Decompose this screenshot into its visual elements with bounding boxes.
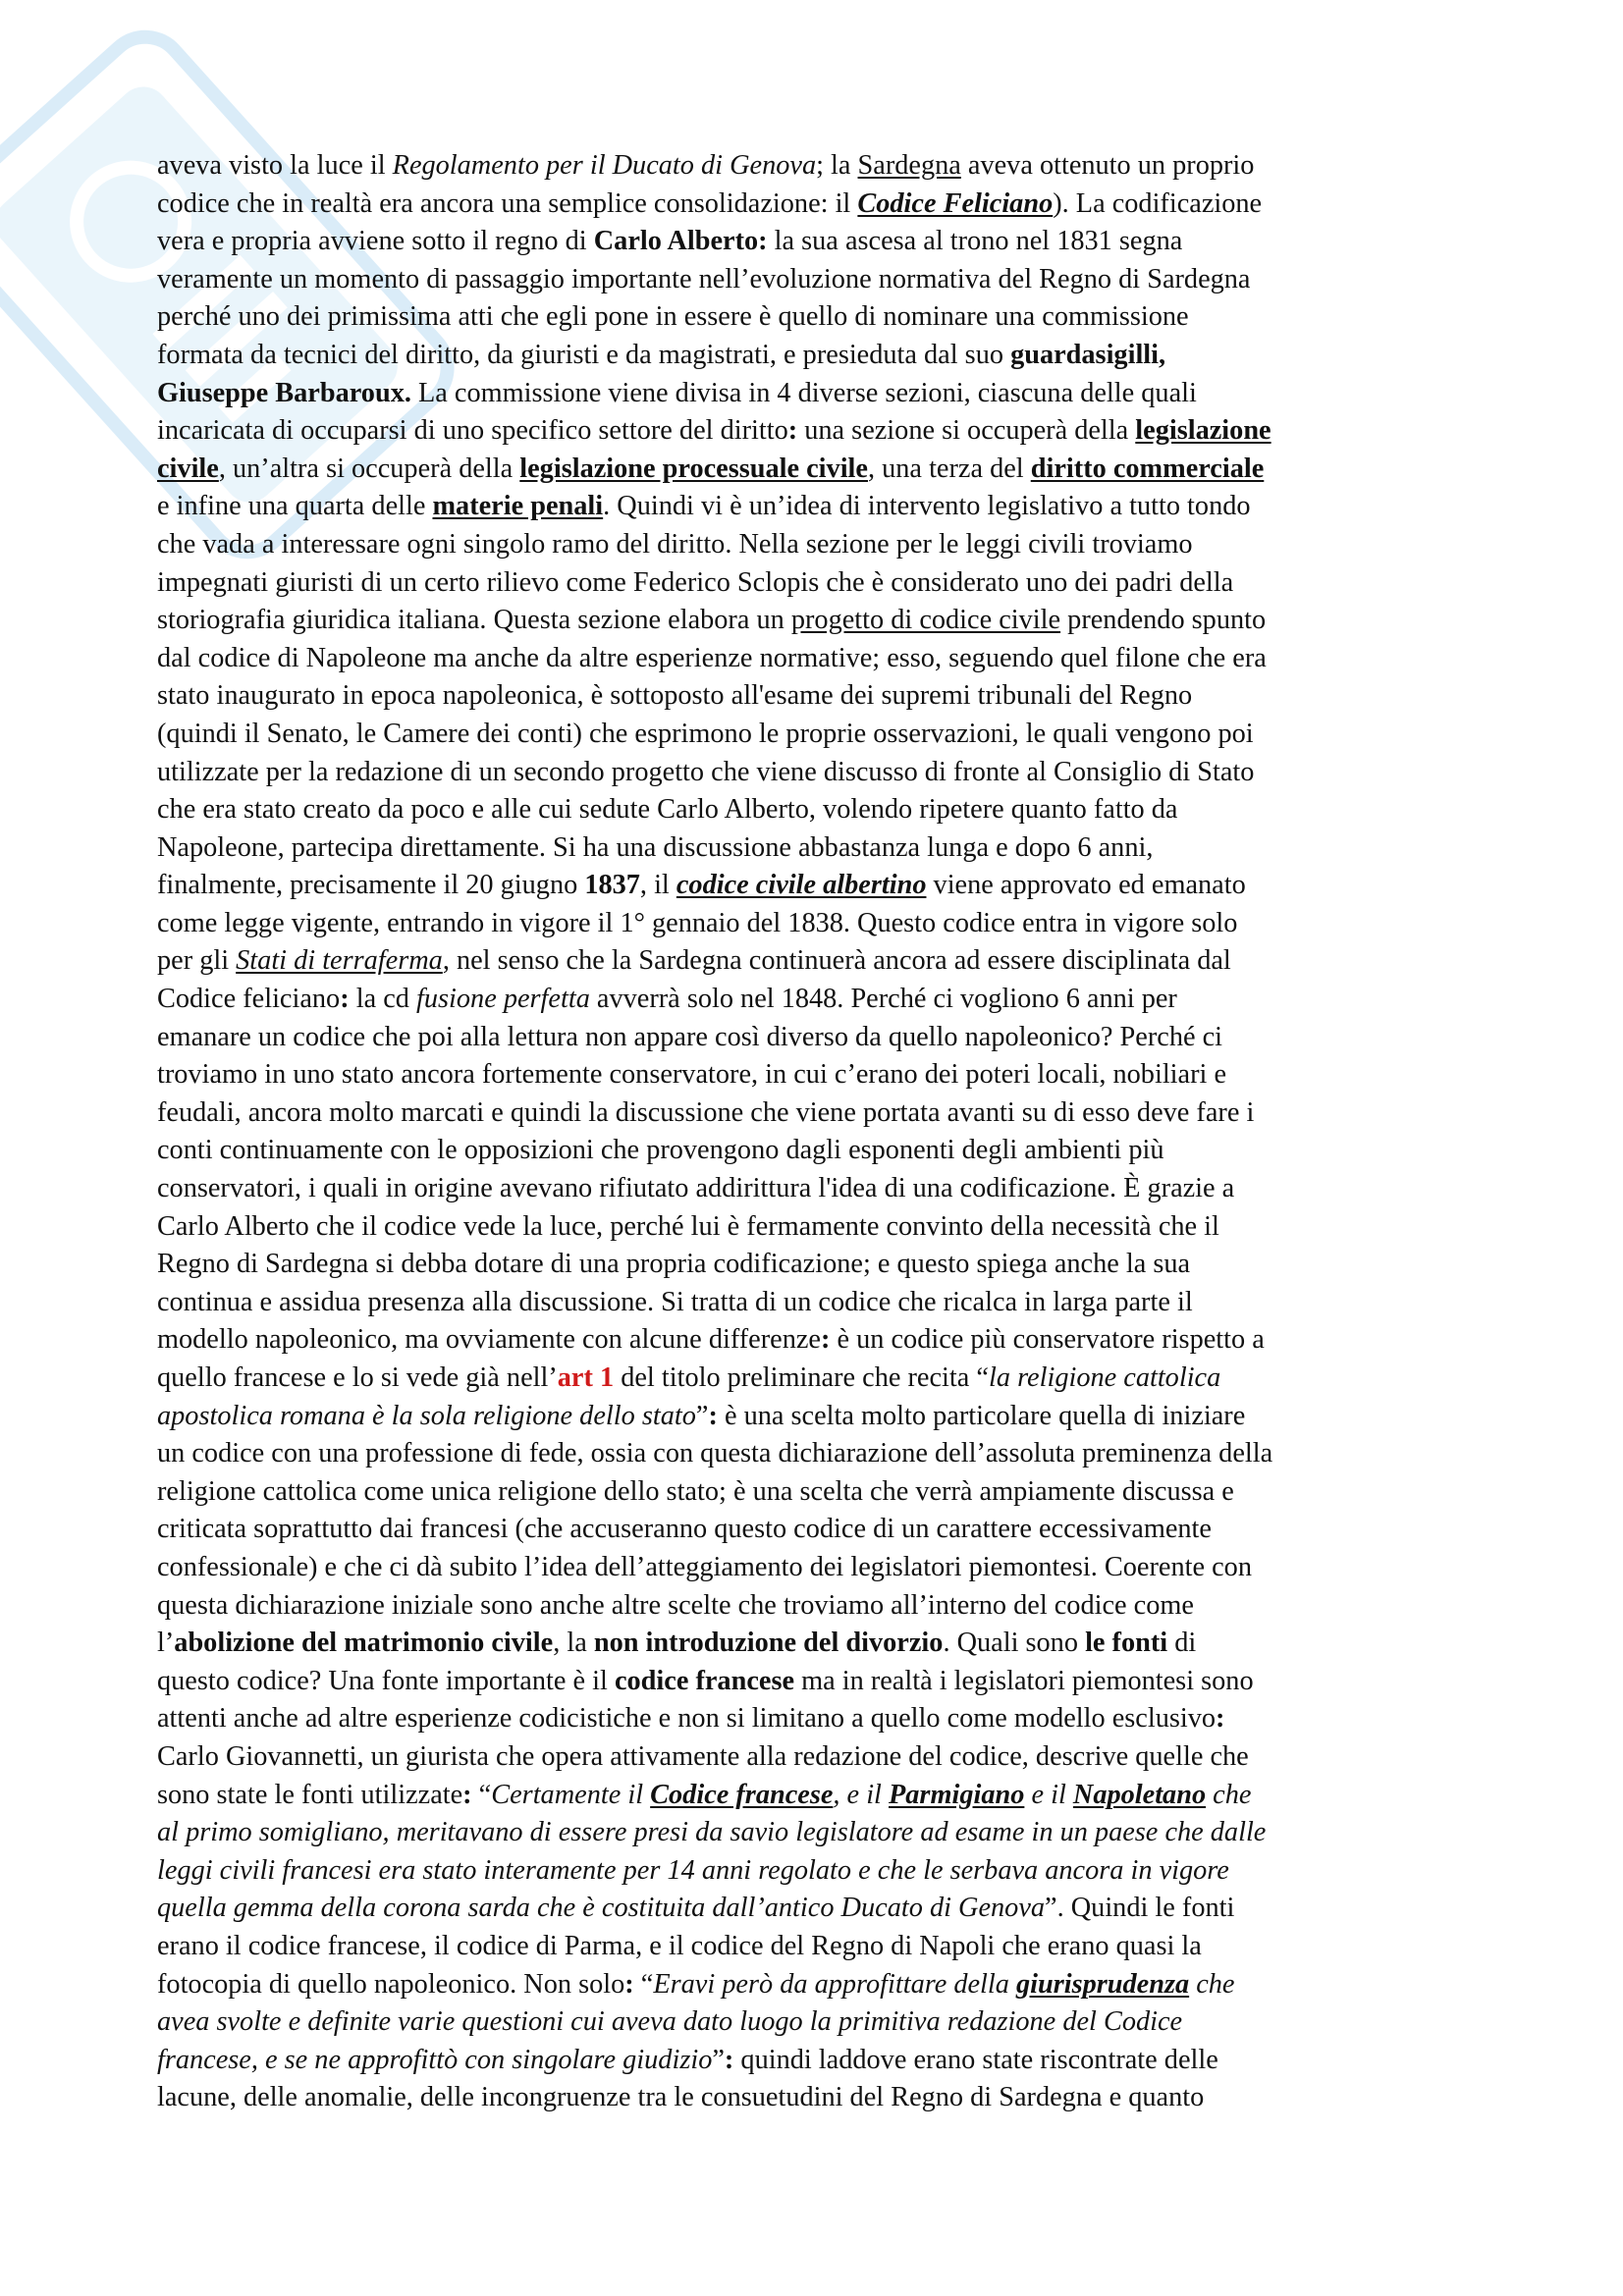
- text-segment: troviamo in uno stato ancora fortemente conservatore, in cui c’erano dei poteri locali, nobiliari e: [157, 1059, 1227, 1091]
- text-segment: codice che in realtà era ancora una semplice consolidazione: il: [157, 187, 858, 219]
- text-segment: Carlo Giovannetti, un giurista che opera attivamente alla redazione del codice, descrive quelle che: [157, 1740, 1249, 1772]
- text-segment: Codice francese: [650, 1779, 834, 1810]
- text-segment: emanare un codice che poi alla lettura non appare così diverso da quello napoleonico? Perché ci: [157, 1021, 1223, 1052]
- text-line: [157, 337, 1483, 375]
- text-segment: :: [624, 1968, 634, 2000]
- text-segment: questa dichiarazione iniziale sono anche altre scelte che troviamo all’interno del codice come: [157, 1589, 1194, 1621]
- text-segment: avverrà solo nel 1848. Perché ci vogliono 6 anni per: [589, 984, 1177, 1015]
- text-segment: legislazione processuale civile: [519, 453, 868, 484]
- text-segment: viene approvato ed emanato: [926, 870, 1246, 901]
- text-segment: :: [787, 415, 798, 447]
- text-segment: la sua ascesa al trono nel 1831 segna: [767, 226, 1183, 257]
- text-segment: , nel senso che la Sardegna continuerà ancora ad essere disciplinata dal: [442, 945, 1231, 977]
- text-segment: guardasigilli,: [1010, 339, 1166, 370]
- text-segment: leggi civili francesi era stato interamente per 14 anni regolato e che le serbava ancora in vigore: [157, 1854, 1229, 1886]
- text-line: [157, 1435, 1483, 1473]
- text-segment: ”: [712, 2044, 725, 2075]
- text-segment: stato inaugurato in epoca napoleonica, è sottoposto all'esame dei supremi tribunali del Regno: [157, 680, 1193, 712]
- text-line: [157, 1587, 1483, 1626]
- text-segment: vera e propria avviene sotto il regno di: [157, 226, 594, 257]
- text-segment: continua e assidua presenza alla discussione. Si tratta di un codice che ricalca in larga parte il: [157, 1286, 1193, 1317]
- text-segment: un codice con una professione di fede, ossia con questa dichiarazione dell’assoluta preminenza della: [157, 1438, 1273, 1469]
- text-segment: conservatori, i quali in origine avevano rifiutato addirittura l'idea di una codificazione. È grazie a: [157, 1173, 1235, 1204]
- text-segment: giurisprudenza: [1015, 1968, 1190, 2000]
- text-segment: criticata soprattutto dai francesi (che accuseranno questo codice di un carattere eccessivamente: [157, 1514, 1212, 1545]
- text-segment: . Quali sono: [943, 1628, 1086, 1659]
- text-line: [157, 1246, 1483, 1284]
- text-segment: religione cattolica come unica religione dello stato; è una scelta che verrà ampiamente discussa e: [157, 1475, 1234, 1507]
- text-segment: Codice feliciano: [157, 984, 341, 1015]
- text-segment: “: [471, 1779, 492, 1810]
- text-line: [157, 602, 1483, 640]
- text-segment: attenti anche ad altre esperienze codicistiche e non si limitano a quello come modello esclusivo: [157, 1703, 1217, 1735]
- text-segment: prendendo spunto: [1060, 605, 1267, 636]
- text-line: [157, 791, 1483, 829]
- text-segment: materie penali: [432, 491, 604, 522]
- text-line: [157, 147, 1483, 186]
- text-segment: di: [1167, 1628, 1197, 1659]
- text-segment: Sardegna: [857, 150, 961, 181]
- text-line: [157, 1549, 1483, 1587]
- text-line: [157, 488, 1483, 526]
- text-segment: 1837: [584, 870, 640, 901]
- text-segment: :: [708, 1400, 718, 1431]
- text-segment: aveva ottenuto un proprio: [960, 150, 1255, 181]
- text-segment: formata da tecnici del diritto, da giuristi e da magistrati, e presieduta dal suo: [157, 339, 1011, 370]
- text-line: [157, 942, 1483, 981]
- text-segment: e il: [1024, 1779, 1073, 1810]
- text-segment: fotocopia di quello napoleonico. Non solo: [157, 1968, 625, 2000]
- text-line: [157, 1132, 1483, 1170]
- text-segment: Regno di Sardegna si debba dotare di una propria codificazione; e questo spiega anche la sua: [157, 1249, 1191, 1280]
- text-segment: La commissione viene divisa in 4 diverse sezioni, ciascuna delle quali: [410, 377, 1197, 408]
- text-segment: sono state le fonti utilizzate: [157, 1779, 463, 1810]
- text-segment: come legge vigente, entrando in vigore il 1° gennaio del 1838. Questo codice entra in vigore solo: [157, 907, 1238, 938]
- text-segment: :: [820, 1324, 831, 1356]
- text-segment: ). La codificazione: [1053, 187, 1263, 219]
- text-segment: codice francese: [614, 1665, 795, 1696]
- text-segment: abolizione del matrimonio civile: [174, 1628, 554, 1659]
- text-segment: al primo somigliano, meritavano di essere presi da savio legislatore ad esame in un paese che dalle: [157, 1817, 1267, 1848]
- text-segment: Giuseppe Barbaroux.: [157, 377, 411, 408]
- text-segment: la cd: [349, 984, 417, 1015]
- text-segment: feudali, ancora molto marcati e quindi la discussione che viene portata avanti su di esso deve fare i: [157, 1096, 1255, 1128]
- text-segment: quello francese e lo si vede già nell’: [157, 1362, 558, 1393]
- text-segment: , il: [639, 870, 676, 901]
- text-line: [157, 1511, 1483, 1549]
- text-line: [157, 1321, 1483, 1360]
- text-segment: non introduzione del divorzio: [593, 1628, 944, 1659]
- text-line: [157, 1398, 1483, 1436]
- text-segment: aveva visto la luce il: [157, 150, 393, 181]
- text-line: [157, 1208, 1483, 1247]
- text-line: [157, 905, 1483, 943]
- text-segment: :: [724, 2044, 734, 2075]
- text-segment: erano il codice francese, il codice di Parma, e il codice del Regno di Napoli che erano quasi la: [157, 1930, 1202, 1961]
- text-line: [157, 1625, 1483, 1663]
- text-segment: perché uno dei primissima atti che egli pone in essere è quello di nominare una commissione: [157, 301, 1189, 333]
- text-segment: conti continuamente con le opposizioni che provengono dagli esponenti degli ambienti più: [157, 1135, 1164, 1166]
- text-line: [157, 1852, 1483, 1891]
- text-line: [157, 1738, 1483, 1777]
- text-line: [157, 451, 1483, 489]
- text-segment: le fonti: [1085, 1628, 1168, 1659]
- text-segment: civile: [157, 453, 219, 484]
- text-line: [157, 716, 1483, 754]
- text-segment: modello napoleonico, ma ovviamente con alcune differenze: [157, 1324, 821, 1356]
- text-segment: Carlo Alberto:: [593, 226, 768, 257]
- text-line: [157, 1814, 1483, 1852]
- text-line: [157, 1928, 1483, 1966]
- text-segment: l’: [157, 1628, 175, 1659]
- text-segment: Certamente il: [491, 1779, 651, 1810]
- text-line: [157, 1966, 1483, 2004]
- text-line: [157, 1473, 1483, 1512]
- text-line: [157, 298, 1483, 337]
- text-segment: che vada a interessare ogni singolo ramo del diritto. Nella sezione per le leggi civili troviamo: [157, 528, 1193, 560]
- text-segment: è una scelta molto particolare quella di iniziare: [717, 1400, 1246, 1431]
- text-segment: Regolamento per il Ducato di Genova: [392, 150, 817, 181]
- text-segment: :: [340, 984, 350, 1015]
- text-segment: ”. Quindi le fonti: [1045, 1893, 1235, 1924]
- text-line: [157, 2042, 1483, 2080]
- text-segment: . Quindi vi è un’idea di intervento legislativo a tutto tondo: [603, 491, 1251, 522]
- text-line: [157, 1777, 1483, 1815]
- text-segment: francese, e se ne approfittò con singolare giudizio: [157, 2044, 713, 2075]
- text-segment: codice civile albertino: [676, 870, 927, 901]
- text-line: [157, 1170, 1483, 1208]
- text-line: [157, 1056, 1483, 1095]
- text-line: [157, 375, 1483, 413]
- text-line: [157, 1663, 1483, 1701]
- text-line: [157, 1700, 1483, 1738]
- text-line: [157, 2079, 1483, 2117]
- text-line: [157, 1890, 1483, 1928]
- text-segment: , una terza del: [867, 453, 1031, 484]
- text-segment: Carlo Alberto che il codice vede la luce, perché lui è fermamente convinto della necessità che il: [157, 1210, 1219, 1242]
- text-line: [157, 1360, 1483, 1398]
- text-line: [157, 1284, 1483, 1322]
- text-segment: :: [1216, 1703, 1225, 1735]
- text-segment: una sezione si occuperà della: [797, 415, 1136, 447]
- text-segment: e infine una quarta delle: [157, 491, 433, 522]
- text-line: [157, 223, 1483, 261]
- text-segment: legislazione: [1135, 415, 1271, 447]
- text-segment: per gli: [157, 945, 237, 977]
- text-segment: , un’altra si occuperà della: [218, 453, 520, 484]
- text-segment: lacune, delle anomalie, delle incongruenze tra le consuetudini del Regno di Sardegna e quanto: [157, 2082, 1205, 2113]
- text-line: [157, 1019, 1483, 1057]
- text-segment: Stati di terraferma: [236, 945, 443, 977]
- text-line: [157, 981, 1483, 1019]
- text-segment: Napoletano: [1072, 1779, 1207, 1810]
- text-segment: la religione cattolica: [988, 1362, 1221, 1393]
- text-segment: quella gemma della corona sarda che è costituita dall’antico Ducato di Genova: [157, 1893, 1046, 1924]
- text-segment: Napoleone, partecipa direttamente. Si ha una discussione abbastanza lunga e dopo 6 anni,: [157, 831, 1154, 863]
- text-segment: progetto di codice civile: [790, 605, 1061, 636]
- text-segment: (quindi il Senato, le Camere dei conti) che esprimono le proprie osservazioni, le quali vengono poi: [157, 718, 1254, 749]
- text-line: [157, 829, 1483, 868]
- text-segment: utilizzate per la redazione di un secondo progetto che viene discusso di fronte al Consiglio di Stato: [157, 756, 1255, 787]
- text-segment: diritto commerciale: [1030, 453, 1265, 484]
- text-line: [157, 640, 1483, 678]
- text-segment: fusione perfetta: [416, 984, 590, 1015]
- text-line: [157, 2003, 1483, 2042]
- text-segment: , la: [553, 1628, 594, 1659]
- text-segment: che era stato creato da poco e alle cui sedute Carlo Alberto, volendo ripetere quanto fatto da: [157, 794, 1178, 826]
- text-segment: ”: [695, 1400, 709, 1431]
- text-segment: è un codice più conservatore rispetto a: [830, 1324, 1265, 1356]
- text-segment: che: [1189, 1968, 1235, 2000]
- text-segment: impegnati giuristi di un certo rilievo come Federico Sclopis che è considerato uno dei padri della: [157, 566, 1234, 598]
- text-segment: Codice Feliciano: [857, 187, 1054, 219]
- text-segment: ma in realtà i legislatori piemontesi sono: [794, 1665, 1254, 1696]
- text-line: [157, 564, 1483, 603]
- text-segment: che: [1206, 1779, 1252, 1810]
- text-segment: art 1: [557, 1362, 615, 1393]
- text-segment: finalmente, precisamente il 20 giugno: [157, 870, 585, 901]
- text-segment: “: [633, 1968, 654, 2000]
- text-line: [157, 1095, 1483, 1133]
- text-segment: veramente un momento di passaggio importante nell’evoluzione normativa del Regno di Sardegna: [157, 263, 1251, 294]
- text-segment: incaricata di occuparsi di uno specifico settore del diritto: [157, 415, 788, 447]
- text-segment: ; la: [816, 150, 858, 181]
- text-line: [157, 261, 1483, 299]
- text-segment: storiografia giuridica italiana. Questa sezione elabora un: [157, 605, 791, 636]
- text-segment: questo codice? Una fonte importante è il: [157, 1665, 615, 1696]
- text-segment: :: [462, 1779, 472, 1810]
- text-line: [157, 412, 1483, 451]
- text-segment: del titolo preliminare che recita “: [614, 1362, 989, 1393]
- text-segment: dal codice di Napoleone ma anche da altre esperienze normative; esso, seguendo quel filone che era: [157, 642, 1267, 673]
- text-line: [157, 867, 1483, 905]
- text-line: [157, 526, 1483, 564]
- text-segment: Parmigiano: [889, 1779, 1025, 1810]
- text-segment: quindi laddove erano state riscontrate delle: [733, 2044, 1218, 2075]
- text-line: [157, 186, 1483, 224]
- text-segment: confessionale) e che ci dà subito l’idea dell’atteggiamento dei legislatori piemontesi. Coerente con: [157, 1551, 1252, 1582]
- text-segment: Eravi però da approfittare della: [653, 1968, 1016, 2000]
- text-segment: avea svolte e definite varie questioni cui aveva dato luogo la primitiva redazione del Codice: [157, 2006, 1183, 2038]
- document-body: [157, 147, 1483, 2117]
- text-line: [157, 754, 1483, 792]
- text-line: [157, 677, 1483, 716]
- text-segment: , e il: [833, 1779, 889, 1810]
- text-segment: apostolica romana è la sola religione dello stato: [157, 1400, 696, 1431]
